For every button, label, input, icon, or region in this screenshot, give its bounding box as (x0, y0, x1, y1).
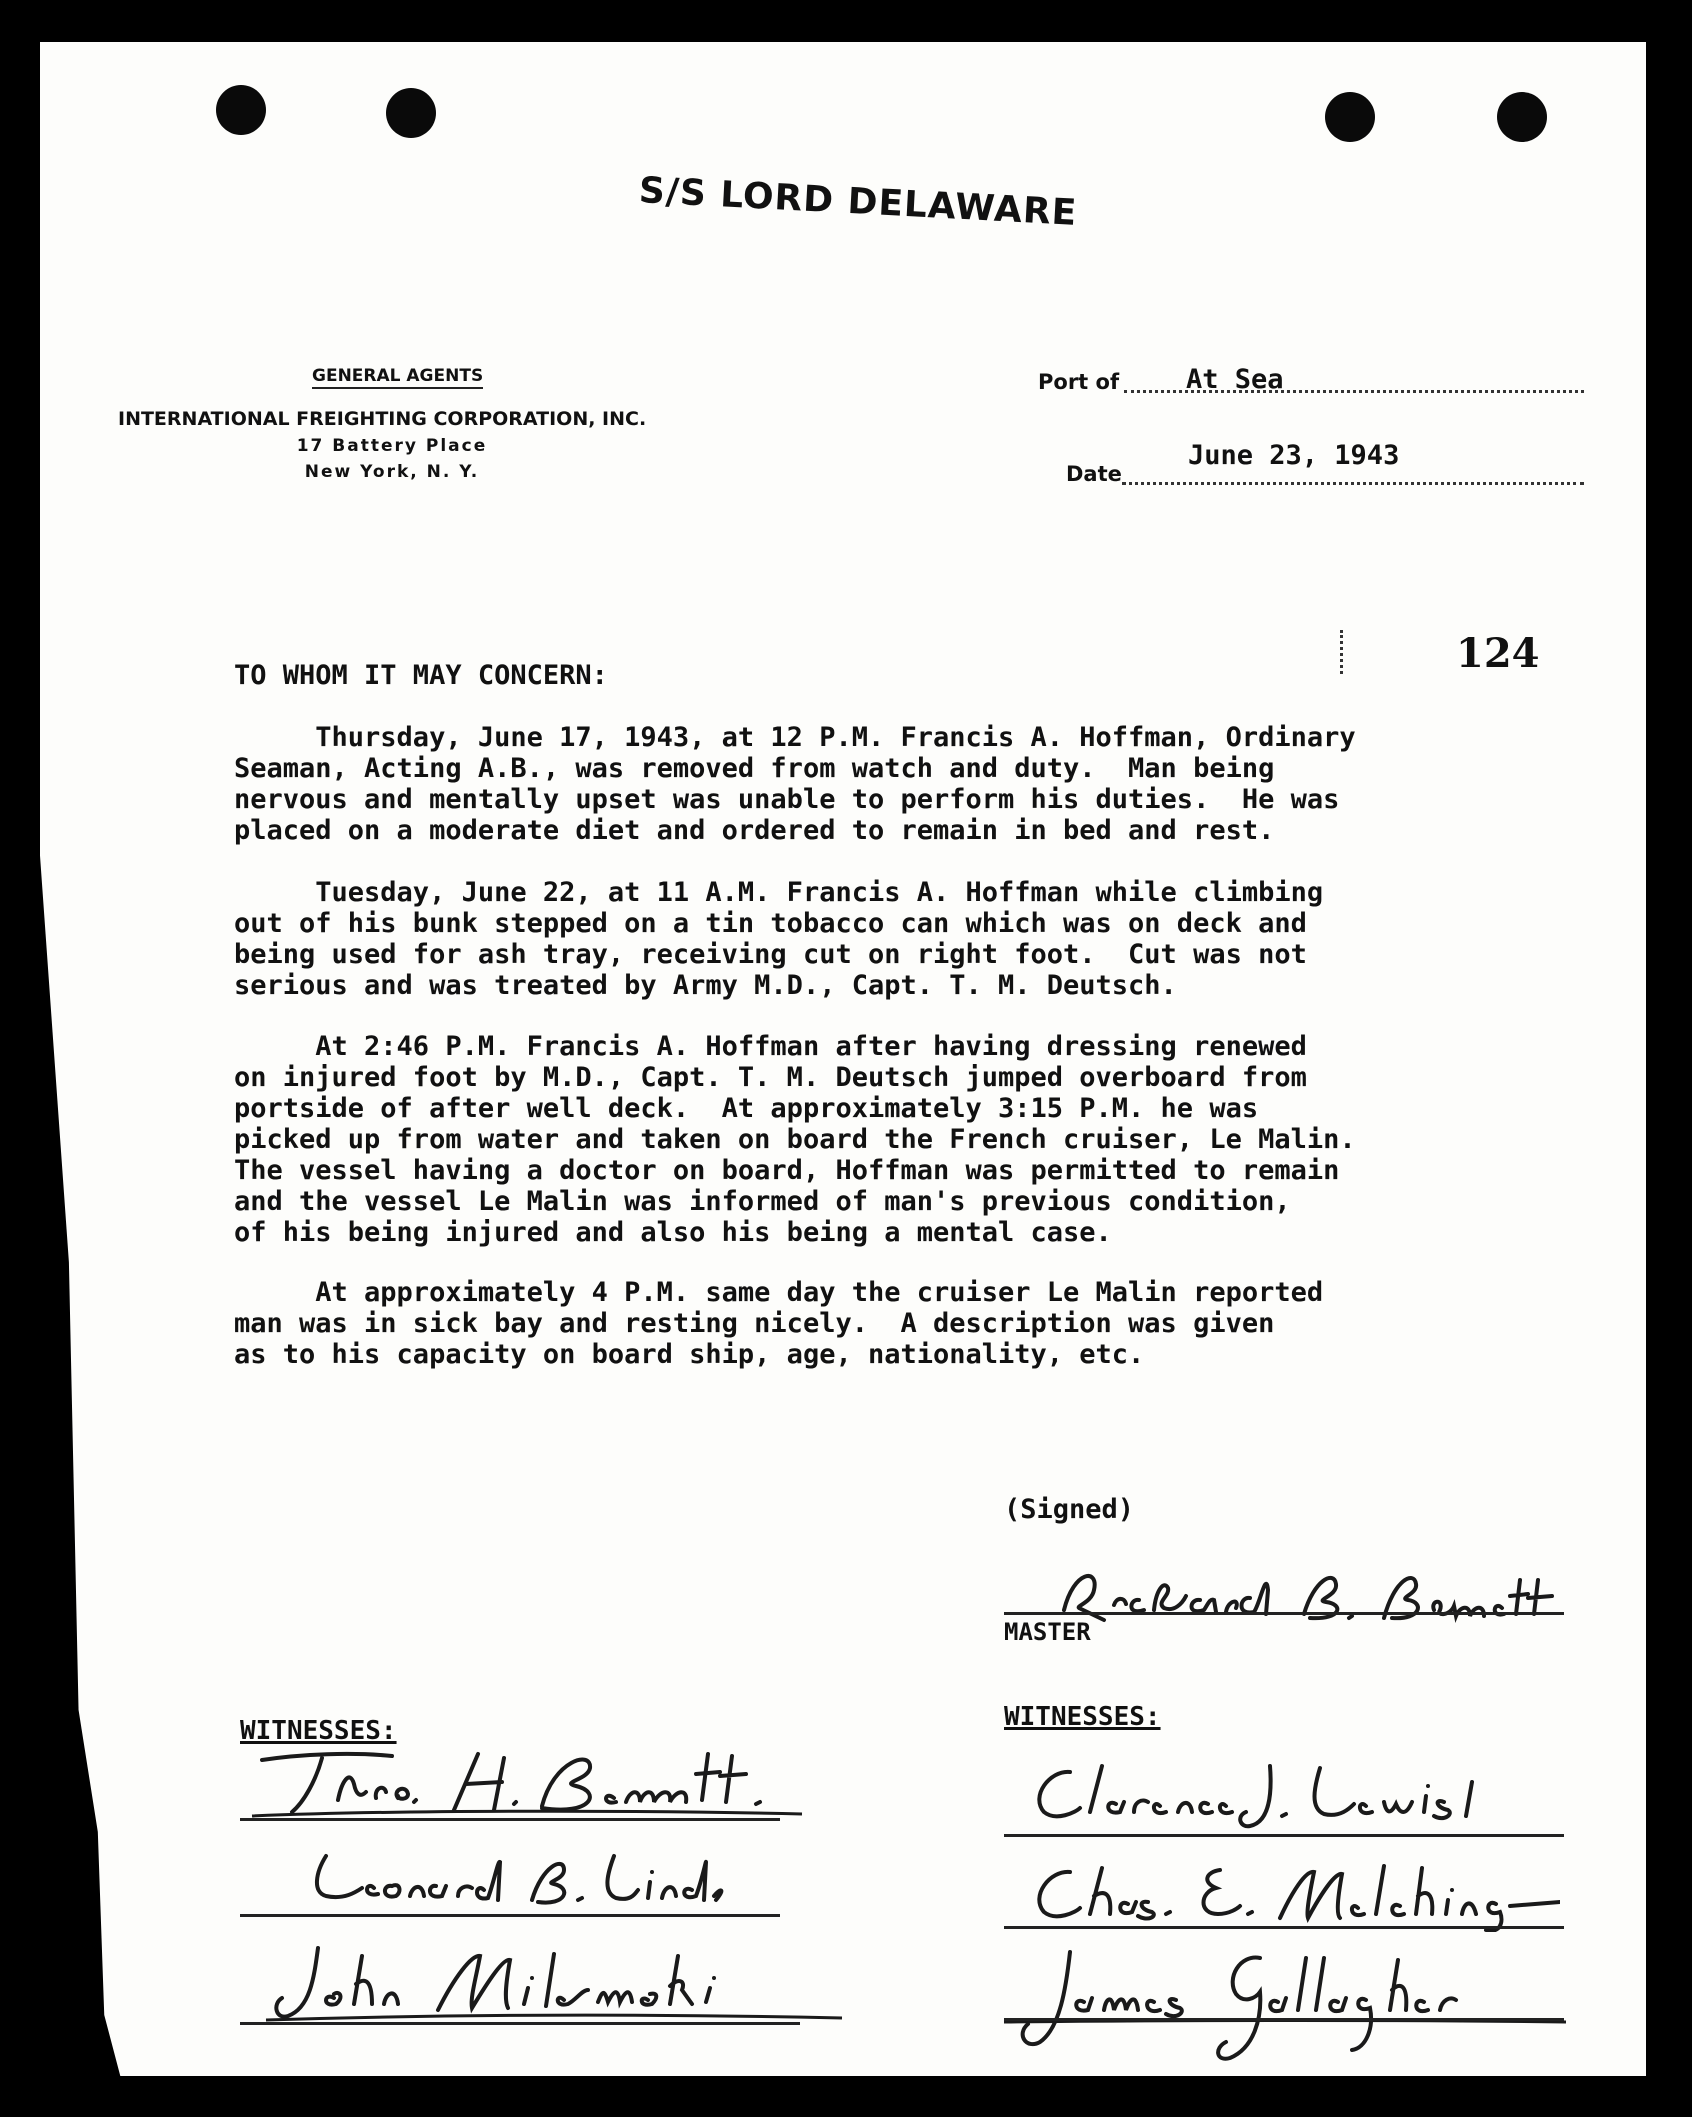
agent-street: 17 Battery Place (296, 436, 488, 456)
witness-line-right-2 (1004, 1926, 1564, 1929)
witnesses-heading-right: WITNESSES: (1004, 1702, 1161, 1732)
witness-line-right-3 (1004, 2018, 1564, 2021)
witnesses-heading-left: WITNESSES: (240, 1716, 397, 1746)
punch-hole-left-1 (216, 85, 266, 135)
paragraph-4: At approximately 4 P.M. same day the cruiser Le Malin reported man was in sick bay and resting nicely. A description was given as to his capacity on board ship, age, nationality, etc. (234, 1277, 1324, 1370)
punch-hole-right-2 (1497, 92, 1547, 142)
punch-hole-right-1 (1325, 92, 1375, 142)
port-value: At Sea (1186, 364, 1284, 395)
witness-line-left-2 (240, 1914, 780, 1917)
agent-company-name: INTERNATIONAL FREIGHTING CORPORATION, INC. (118, 408, 647, 430)
witness-signature-left-2 (296, 1842, 726, 1912)
page-number: 124 (1456, 630, 1540, 677)
witness-signature-left-3 (258, 1938, 848, 2028)
witness-signature-right-1 (1020, 1752, 1560, 1832)
witness-signature-right-2 (1020, 1852, 1560, 1932)
date-value: June 23, 1943 (1188, 440, 1400, 471)
witness-signature-left-1 (242, 1740, 822, 1820)
witness-line-right-1 (1004, 1834, 1564, 1837)
general-agents-label: GENERAL AGENTS (312, 366, 483, 389)
agent-city: New York, N. Y. (304, 462, 480, 482)
paragraph-2: Tuesday, June 22, at 11 A.M. Francis A. Hoffman while climbing out of his bunk stepped on a tin tobacco can which was on deck and being used for ash tray, receiving cut on right foot. Cut was not serious and was treated by Army M.D., Capt. T. M. Deutsch. (234, 877, 1324, 1001)
ship-name-heading: S/S LORD DELAWARE (637, 170, 1079, 234)
paragraph-3: At 2:46 P.M. Francis A. Hoffman after having dressing renewed on injured foot by M.D., Capt. T. M. Deutsch jumped overboard from portside of after well deck. At approximately 3:15 P.M. he was picked up from water and taken on board the French cruiser, Le Malin. The vessel having a doctor on board, Hoffman was permitted to remain and the vessel Le Malin was informed of man's previous condition, of his being injured and also his being a mental case. (234, 1031, 1356, 1248)
date-label: Date (1066, 462, 1122, 486)
master-signature-line (1004, 1612, 1564, 1615)
witness-line-left-1 (240, 1818, 780, 1821)
witness-line-left-3 (240, 2022, 800, 2025)
punch-hole-left-2 (386, 88, 436, 138)
signed-note: (Signed) (1004, 1494, 1135, 1525)
page-margin-mark (1340, 630, 1343, 674)
witness-signature-right-3 (1000, 1938, 1570, 2068)
master-signature (1004, 1560, 1584, 1630)
paragraph-1: Thursday, June 17, 1943, at 12 P.M. Francis A. Hoffman, Ordinary Seaman, Acting A.B., was removed from watch and duty. Man being nervous and mentally upset was unable to perform his duties. He was placed on a moderate diet and ordered to remain in bed and rest. (234, 722, 1356, 846)
master-label: MASTER (1004, 1618, 1091, 1646)
salutation: TO WHOM IT MAY CONCERN: (234, 660, 608, 691)
date-dotted-line (1122, 482, 1584, 485)
port-label: Port of (1038, 370, 1120, 394)
